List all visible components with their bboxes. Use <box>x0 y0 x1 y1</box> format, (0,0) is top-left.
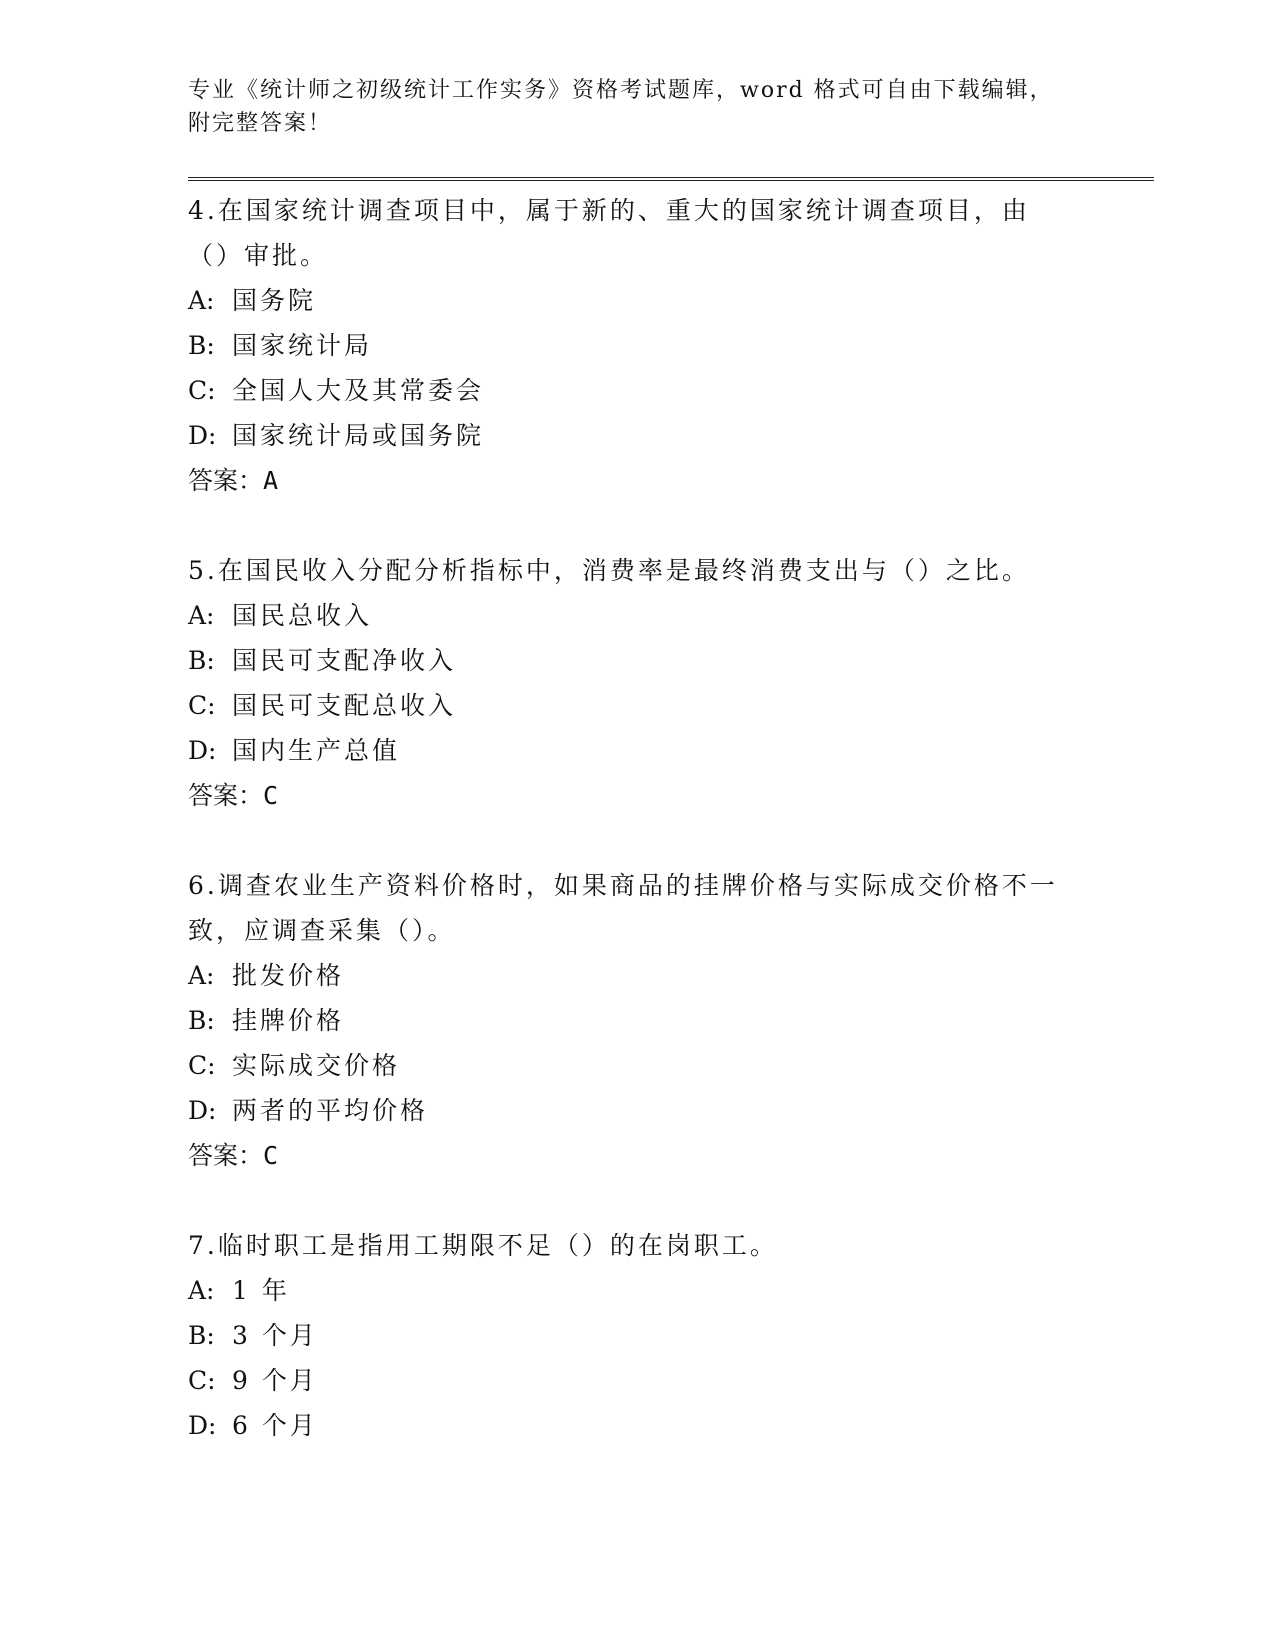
option-letter: C: <box>188 691 216 720</box>
answer-line <box>188 458 1058 504</box>
option-letter: C: <box>188 1051 216 1080</box>
option-text: 实际成交价格 <box>232 1051 401 1080</box>
answer-line <box>188 773 1058 819</box>
option-text: 国内生产总值 <box>232 736 401 765</box>
option-b <box>188 638 1058 683</box>
option-c <box>188 368 1058 413</box>
option-letter: A: <box>188 961 215 990</box>
answer-value: C <box>263 1141 279 1170</box>
answer-line <box>188 1133 1058 1179</box>
option-b <box>188 1313 1058 1358</box>
option-text: 国民可支配总收入 <box>232 691 457 720</box>
header-divider <box>188 177 1154 181</box>
question-4 <box>188 188 1058 504</box>
option-a <box>188 1268 1058 1313</box>
option-letter: A: <box>188 1276 215 1305</box>
option-c <box>188 683 1058 728</box>
option-text: 9 个月 <box>232 1366 318 1395</box>
question-stem: 5.在国民收入分配分析指标中，消费率是最终消费支出与（）之比。 <box>188 556 1030 585</box>
option-text: 批发价格 <box>232 961 345 990</box>
option-text: 国家统计局 <box>232 331 373 360</box>
option-text: 国民可支配净收入 <box>232 646 457 675</box>
option-letter: A: <box>188 286 215 315</box>
option-text: 国家统计局或国务院 <box>232 421 485 450</box>
option-letter: D: <box>188 736 217 765</box>
answer-value: C <box>263 781 279 810</box>
option-text: 国民总收入 <box>232 601 373 630</box>
option-text: 6 个月 <box>232 1411 318 1440</box>
question-5 <box>188 548 1058 819</box>
option-d <box>188 413 1058 458</box>
option-text: 全国人大及其常委会 <box>232 376 485 405</box>
question-stem: 6.调查农业生产资料价格时，如果商品的挂牌价格与实际成交价格不一致，应调查采集（）。 <box>188 871 1058 945</box>
question-stem: 7.临时职工是指用工期限不足（）的在岗职工。 <box>188 1231 778 1260</box>
option-letter: A: <box>188 601 215 630</box>
document-header <box>188 74 1068 140</box>
option-letter: D: <box>188 1411 217 1440</box>
question-7 <box>188 1223 1058 1448</box>
option-a <box>188 593 1058 638</box>
option-d <box>188 1403 1058 1448</box>
option-b <box>188 998 1058 1043</box>
question-list <box>188 188 1058 1492</box>
header-line-2: 附完整答案！ <box>188 111 333 136</box>
option-text: 1 年 <box>232 1276 290 1305</box>
answer-label: 答案： <box>188 1141 264 1170</box>
option-a <box>188 278 1058 323</box>
option-text: 国务院 <box>232 286 317 315</box>
option-text: 3 个月 <box>232 1321 318 1350</box>
option-letter: B: <box>188 1321 215 1350</box>
option-text: 挂牌价格 <box>232 1006 345 1035</box>
answer-label: 答案： <box>188 781 264 810</box>
question-6 <box>188 863 1058 1179</box>
option-letter: D: <box>188 421 217 450</box>
option-c <box>188 1043 1058 1088</box>
header-line-1: 专业《统计师之初级统计工作实务》资格考试题库，word 格式可自由下载编辑， <box>188 78 1054 103</box>
option-letter: C: <box>188 1366 216 1395</box>
option-d <box>188 1088 1058 1133</box>
option-d <box>188 728 1058 773</box>
option-letter: B: <box>188 1006 215 1035</box>
option-letter: C: <box>188 376 216 405</box>
option-letter: D: <box>188 1096 217 1125</box>
answer-value: A <box>263 466 279 495</box>
option-a <box>188 953 1058 998</box>
option-letter: B: <box>188 331 215 360</box>
option-text: 两者的平均价格 <box>232 1096 429 1125</box>
option-c <box>188 1358 1058 1403</box>
option-b <box>188 323 1058 368</box>
answer-label: 答案： <box>188 466 264 495</box>
question-stem: 4.在国家统计调查项目中，属于新的、重大的国家统计调查项目，由（）审批。 <box>188 196 1030 270</box>
option-letter: B: <box>188 646 215 675</box>
